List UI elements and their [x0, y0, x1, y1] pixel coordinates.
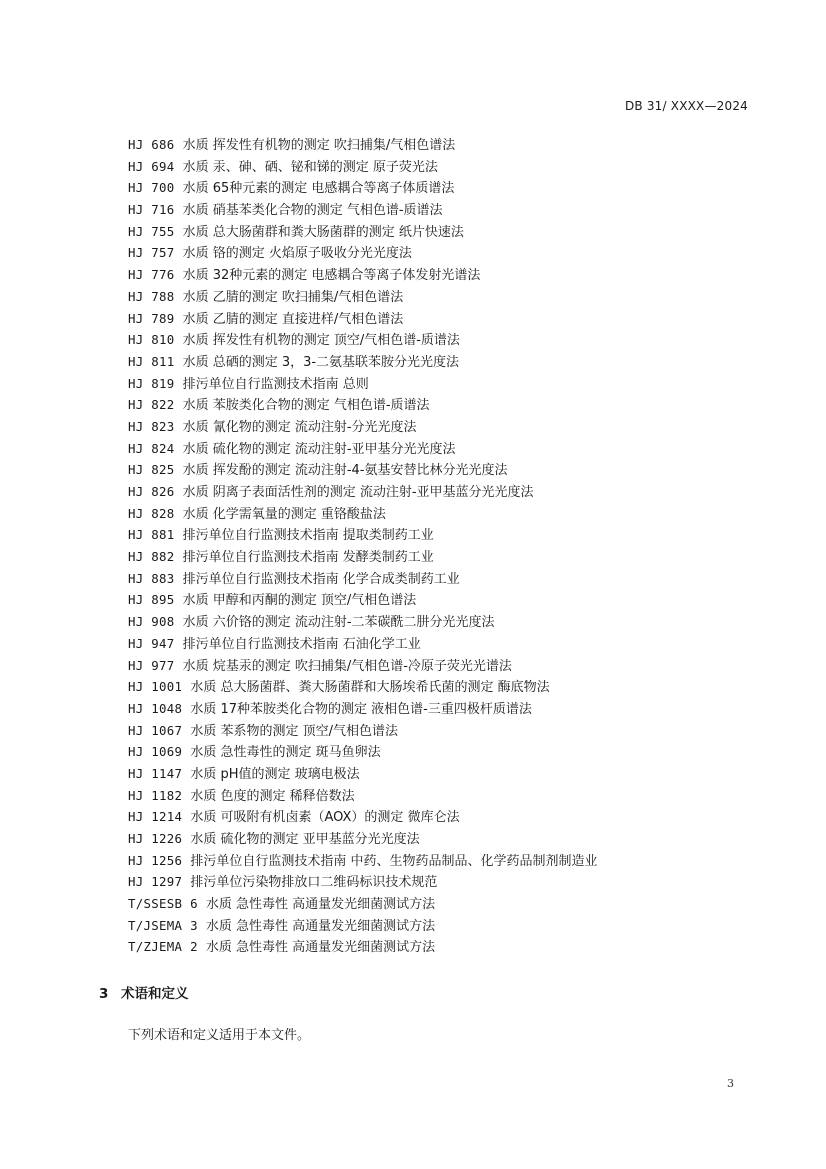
reference-code: HJ 1001 [128, 679, 183, 695]
reference-code: HJ 819 [128, 375, 175, 391]
reference-title: 水质 苯系物的测定 顶空/气相色谱法 [190, 723, 398, 739]
reference-code: HJ 694 [128, 158, 175, 174]
reference-code: HJ 828 [128, 505, 175, 521]
reference-code: HJ 1214 [128, 809, 183, 825]
reference-code: HJ 824 [128, 440, 175, 456]
reference-code: HJ 825 [128, 462, 175, 478]
reference-code: HJ 789 [128, 310, 175, 326]
reference-code: T/JSEMA 3 [128, 917, 198, 933]
reference-item [128, 568, 768, 590]
reference-title: 水质 挥发酚的测定 流动注射-4-氨基安替比林分光光度法 [182, 463, 508, 479]
reference-code: HJ 881 [128, 527, 175, 543]
reference-item [128, 351, 768, 373]
reference-title: 水质 硝基苯类化合物的测定 气相色谱-质谱法 [182, 203, 443, 219]
reference-code: HJ 757 [128, 245, 175, 261]
reference-code: HJ 1147 [128, 765, 183, 781]
reference-code: HJ 895 [128, 592, 175, 608]
reference-item [128, 611, 768, 633]
reference-code: HJ 716 [128, 202, 175, 218]
reference-title: 水质 挥发性有机物的测定 顶空/气相色谱-质谱法 [182, 333, 460, 349]
reference-code: HJ 826 [128, 484, 175, 499]
reference-code: HJ 776 [128, 267, 175, 283]
reference-title: 排污单位自行监测技术指南 总则 [182, 376, 369, 392]
reference-item [128, 524, 768, 546]
reference-title: 水质 氰化物的测定 流动注射-分光光度法 [182, 419, 417, 435]
reference-title: 水质 总大肠菌群、粪大肠菌群和大肠埃希氏菌的测定 酶底物法 [190, 680, 550, 696]
reference-code: HJ 1067 [128, 722, 183, 738]
reference-item [128, 177, 768, 199]
reference-code: HJ 882 [128, 549, 175, 565]
reference-code: HJ 908 [128, 614, 175, 630]
reference-item [128, 134, 768, 156]
reference-code: HJ 810 [128, 332, 175, 348]
reference-title: 水质 六价铬的测定 流动注射-二苯碳酰二肼分光光度法 [182, 615, 495, 631]
section-intro-paragraph: 下列术语和定义适用于本文件。 [128, 1028, 311, 1043]
reference-title: 水质 65种元素的测定 电感耦合等离子体质谱法 [182, 181, 455, 197]
reference-title: 水质 汞、砷、硒、铋和锑的测定 原子荧光法 [182, 159, 438, 175]
reference-item [128, 221, 768, 243]
reference-item [128, 633, 768, 655]
reference-item [128, 828, 768, 850]
section-heading [99, 982, 189, 1002]
reference-code: HJ 947 [128, 635, 175, 651]
reference-item [128, 264, 768, 286]
reference-item [128, 373, 768, 395]
reference-title: 水质 硫化物的测定 亚甲基蓝分光光度法 [190, 832, 420, 847]
reference-item [128, 199, 768, 221]
reference-item [128, 763, 768, 785]
reference-code: HJ 1297 [128, 874, 183, 890]
reference-title: 水质 总硒的测定 3，3-二氨基联苯胺分光光度法 [182, 354, 460, 370]
reference-code: HJ 700 [128, 180, 175, 196]
reference-code: HJ 811 [128, 353, 175, 369]
section-title: 术语和定义 [121, 986, 189, 1002]
reference-title: 水质 17种苯胺类化合物的测定 液相色谱-三重四极杆质谱法 [190, 701, 532, 717]
section-number: 3 [99, 986, 109, 1002]
reference-title: 水质 总大肠菌群和粪大肠菌群的测定 纸片快速法 [182, 224, 464, 240]
reference-title: 排污单位污染物排放口二维码标识技术规范 [190, 875, 438, 891]
normative-references-list [128, 134, 768, 958]
reference-item [128, 589, 768, 611]
reference-item [128, 242, 768, 264]
reference-item [128, 893, 768, 915]
reference-title: 水质 色度的测定 稀释倍数法 [190, 788, 355, 804]
reference-title: 排污单位自行监测技术指南 提取类制药工业 [182, 528, 434, 544]
reference-item [128, 741, 768, 763]
reference-code: HJ 977 [128, 657, 175, 673]
reference-title: 水质 甲醇和丙酮的测定 顶空/气相色谱法 [182, 593, 417, 609]
document-code-header: DB 31/ XXXX—2024 [624, 99, 748, 113]
reference-code: T/SSESB 6 [128, 896, 198, 912]
reference-title: 排污单位自行监测技术指南 发酵类制药工业 [182, 550, 434, 566]
reference-item [128, 655, 768, 677]
reference-item [128, 394, 768, 416]
reference-item [128, 698, 768, 720]
reference-code: HJ 823 [128, 418, 175, 434]
reference-code: HJ 883 [128, 570, 175, 586]
reference-item [128, 329, 768, 351]
reference-title: 排污单位自行监测技术指南 化学合成类制药工业 [182, 571, 460, 587]
reference-code: HJ 1226 [128, 831, 183, 846]
reference-code: HJ 822 [128, 397, 175, 413]
reference-title: 水质 急性毒性 高通量发光细菌测试方法 [205, 918, 436, 934]
reference-title: 水质 烷基汞的测定 吹扫捕集/气相色谱-冷原子荧光光谱法 [182, 658, 512, 674]
reference-item [128, 503, 768, 525]
reference-title: 水质 化学需氧量的测定 重铬酸盐法 [182, 506, 386, 522]
reference-code: HJ 1256 [128, 852, 183, 868]
reference-code: HJ 788 [128, 288, 175, 304]
reference-item [128, 720, 768, 742]
page-number: 3 [727, 1077, 734, 1090]
reference-title: 排污单位自行监测技术指南 中药、生物药品制品、化学药品制剂制造业 [190, 853, 598, 869]
reference-code: HJ 755 [128, 223, 175, 239]
reference-title: 水质 苯胺类化合物的测定 气相色谱-质谱法 [182, 398, 430, 414]
reference-title: 水质 急性毒性的测定 斑马鱼卵法 [190, 745, 381, 761]
reference-title: 水质 32种元素的测定 电感耦合等离子体发射光谱法 [182, 268, 481, 284]
reference-code: T/ZJEMA 2 [128, 939, 198, 955]
reference-title: 水质 铬的测定 火焰原子吸收分光光度法 [182, 246, 412, 262]
reference-title: 水质 乙腈的测定 直接进样/气相色谱法 [182, 311, 404, 327]
reference-item [128, 286, 768, 308]
reference-item [128, 806, 768, 828]
reference-item [128, 156, 768, 178]
reference-title: 水质 阴离子表面活性剂的测定 流动注射-亚甲基蓝分光光度法 [182, 485, 534, 500]
reference-item [128, 308, 768, 330]
reference-code: HJ 1069 [128, 744, 183, 760]
reference-code: HJ 686 [128, 137, 175, 152]
reference-title: 水质 乙腈的测定 吹扫捕集/气相色谱法 [182, 289, 404, 305]
reference-item [128, 936, 768, 958]
reference-item [128, 915, 768, 937]
reference-item [128, 416, 768, 438]
reference-title: 水质 挥发性有机物的测定 吹扫捕集/气相色谱法 [182, 138, 456, 153]
reference-item [128, 871, 768, 893]
reference-title: 水质 硫化物的测定 流动注射-亚甲基分光光度法 [182, 441, 456, 457]
reference-item [128, 785, 768, 807]
reference-item [128, 676, 768, 698]
reference-title: 水质 pH值的测定 玻璃电极法 [190, 766, 360, 782]
reference-title: 水质 急性毒性 高通量发光细菌测试方法 [205, 897, 436, 913]
reference-code: HJ 1182 [128, 787, 183, 803]
reference-item [128, 850, 768, 872]
reference-item [128, 438, 768, 460]
reference-item [128, 481, 768, 503]
reference-item [128, 546, 768, 568]
reference-title: 水质 急性毒性 高通量发光细菌测试方法 [205, 940, 436, 956]
reference-title: 排污单位自行监测技术指南 石油化学工业 [182, 636, 421, 652]
reference-item [128, 459, 768, 481]
reference-title: 水质 可吸附有机卤素（AOX）的测定 微库仑法 [190, 810, 460, 826]
reference-code: HJ 1048 [128, 700, 183, 716]
